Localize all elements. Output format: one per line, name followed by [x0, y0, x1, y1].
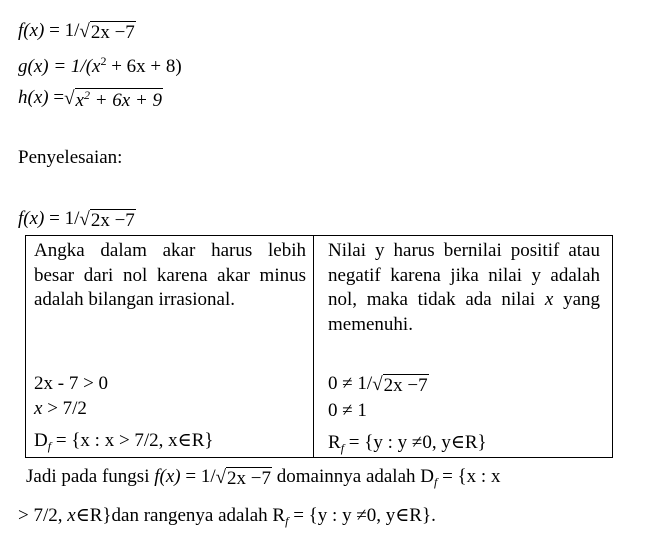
concl-a: Jadi pada fungsi — [26, 466, 155, 487]
concl-sub: f — [434, 475, 438, 489]
sqrt-symbol: √ $x^2 + 6x + 9$ — [64, 88, 163, 111]
range-set: = {y : y ≠0, y∈R} — [344, 432, 487, 453]
range-R: R — [328, 432, 341, 453]
domain-D: D — [34, 430, 48, 451]
h-label: h(x) — [18, 87, 49, 108]
concl-c: domainnya adalah D — [272, 466, 434, 487]
solution-table — [25, 235, 613, 458]
var-x: x — [34, 398, 43, 419]
range-step-2: 0 ≠ 1 — [328, 400, 367, 421]
range-cell — [328, 239, 600, 455]
sqrt-symbol: √ 2x −7 — [215, 467, 272, 489]
concl-b: = 1/ — [180, 466, 216, 487]
g-expr-rest: + 6x + 8) — [106, 56, 182, 77]
domain-result — [34, 429, 214, 459]
concl-sub-2: f — [285, 514, 289, 528]
conclusion-line-2 — [18, 505, 436, 528]
conclusion-line-1 — [26, 466, 500, 490]
concl-g: = {y : y ≠0, y∈R}. — [288, 505, 436, 526]
def-h — [18, 87, 163, 112]
h-rad-exp: 2 — [83, 88, 90, 102]
domain-step-1: 2x - 7 > 0 — [34, 373, 109, 394]
def-g — [18, 54, 182, 79]
sqrt-symbol: √ 2x −7 — [372, 374, 428, 396]
domain-sub: f — [47, 439, 52, 453]
concl-radicand: 2x −7 — [227, 468, 272, 489]
domain-set: = {x : x > 7/2, x∈R} — [51, 430, 214, 451]
range-step-1 — [328, 372, 429, 397]
h-rad-var: x — [75, 90, 84, 111]
def-f — [18, 20, 136, 44]
f-label: f(x) — [18, 20, 45, 41]
h-eq: = — [48, 87, 65, 108]
subheading-f — [18, 208, 136, 232]
domain-explanation: Angka dalam akar harus lebih besar dari nol karena akar minus adalah bilangan irrasional. — [34, 240, 306, 310]
var-x: x — [544, 289, 554, 310]
f-label: f(x) — [154, 466, 181, 487]
concl-d: = {x : x — [437, 466, 501, 487]
f-radicand: 2x −7 — [90, 22, 135, 43]
range-explanation-b: yang memenuhi. — [328, 289, 600, 335]
solution-label: Penyelesaian: — [18, 147, 123, 168]
range-sub: f — [340, 441, 345, 455]
domain-step-2 — [34, 397, 87, 422]
h-rad-rest: + 6x + 9 — [89, 90, 163, 111]
range-result — [328, 431, 487, 461]
f-radicand: 2x −7 — [90, 210, 135, 231]
concl-f: ∈R}dan rangenya adalah R — [75, 505, 286, 526]
f-label: f(x) — [18, 208, 45, 229]
f-eq: = 1/ — [44, 20, 80, 41]
sqrt-symbol: √ 2x −7 — [79, 209, 135, 231]
var-x: x — [67, 505, 76, 526]
domain-step-2-rest: > 7/2 — [42, 398, 87, 419]
sqrt-symbol: √ 2x −7 — [79, 21, 135, 43]
range-explanation-a: Nilai y harus bernilai positif atau negatif karena jika nilai y adalah nol, maka tidak ada nilai — [328, 240, 600, 310]
domain-cell — [34, 239, 306, 453]
g-exponent: 2 — [100, 54, 107, 68]
column-divider — [313, 236, 314, 457]
concl-e: > 7/2, — [18, 505, 68, 526]
range-radicand: 2x −7 — [383, 375, 428, 396]
range-explanation — [328, 239, 600, 337]
g-expr: g(x) = 1/(x — [18, 56, 101, 77]
range-step-1-pre: 0 ≠ 1/ — [328, 373, 373, 394]
f-eq: = 1/ — [44, 208, 80, 229]
